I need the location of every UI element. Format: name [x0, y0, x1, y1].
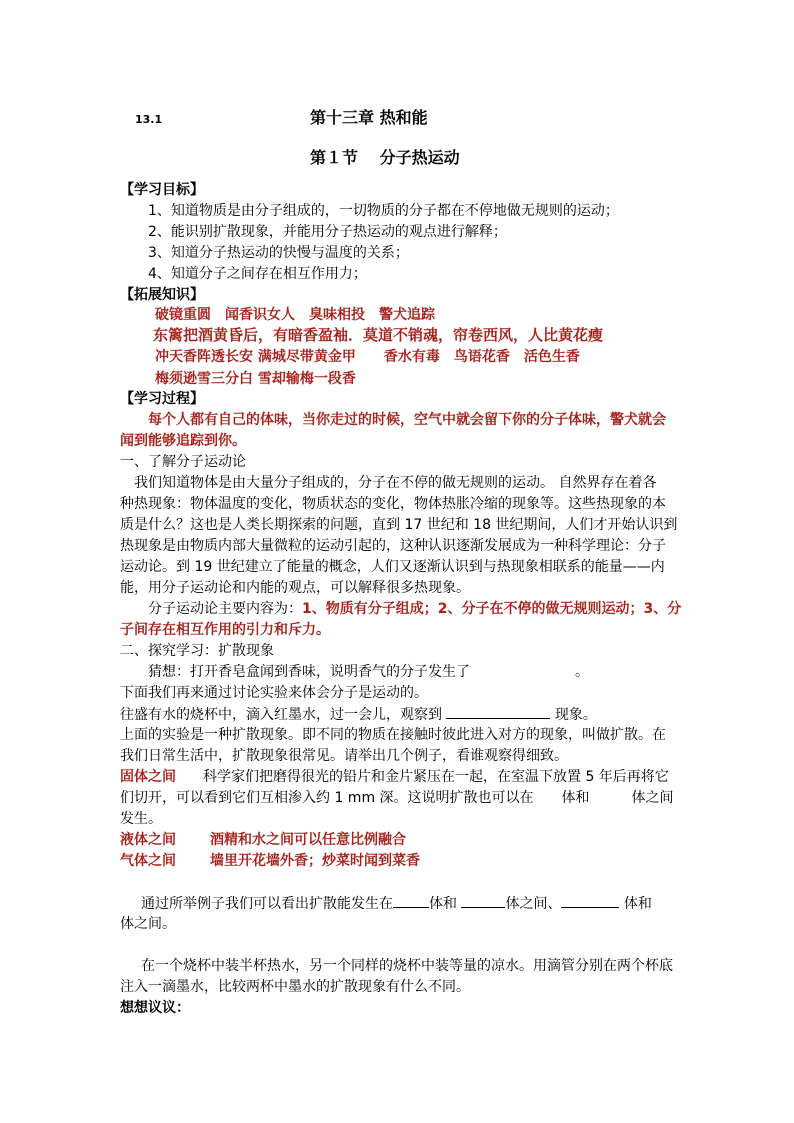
conclusion-blank	[561, 893, 619, 908]
goal-item: 2、能识别扩散现象，并能用分子热运动的观点进行解释；	[148, 224, 507, 240]
part1-line: 质是什么？这也是人类长期探索的问题，直到 17 世纪和 18 世纪期间，人们才开始认识到	[120, 517, 678, 533]
beaker-line: 在一个烧杯中装半杯热水，另一个同样的烧杯中装等量的凉水。用滴管分别在两个杯底	[141, 958, 673, 974]
process-heading: 【学习过程】	[120, 391, 204, 407]
solid-line	[120, 767, 669, 787]
goal-item: 1、知道物质是由分子组成的，一切物质的分子都在不停地做无规则的运动；	[148, 203, 619, 219]
liquid-line	[120, 830, 406, 850]
goal-item: 3、知道分子热运动的快慢与温度的关系；	[148, 245, 409, 261]
solid-line-end: 发生。	[120, 811, 162, 827]
theory-highlight: 1、物质有分子组成；2、分子在不停的做无规则运动；3、分	[302, 601, 682, 617]
conclusion-blank	[393, 893, 429, 908]
liquid-text: 酒精和水之间可以任意比例融合	[210, 832, 406, 848]
conclusion-text: 体和	[623, 896, 652, 912]
intro-line: 每个人都有自己的体味，当你走过的时候，空气中就会留下你的分子体味，警犬就会	[148, 412, 666, 428]
guess-end: 。	[575, 664, 589, 680]
guess-line	[148, 662, 589, 682]
conclusion-text: 体和	[429, 896, 457, 912]
conclusion-text: 通过所举例子我们可以看出扩散能发生在	[141, 896, 393, 912]
expand-line: 破镜重圆 闻香识女人 臭味相投 警犬追踪	[155, 307, 435, 323]
gas-label: 气体之间	[120, 853, 176, 869]
chapter-title: 第十三章 热和能	[310, 108, 428, 127]
conclusion-text: 体之间、	[505, 896, 562, 912]
guess-prefix: 猜想：打开香皂盒闻到香味，说明香气的分子发生了	[148, 664, 470, 680]
part2-title: 二、探究学习：扩散现象	[120, 643, 274, 659]
theory-highlight-cont: 子间存在相互作用的引力和斥力。	[120, 622, 330, 638]
part1-title: 一、了解分子运动论	[120, 454, 246, 470]
beaker-line: 注入一滴墨水，比较两杯中墨水的扩散现象有什么不同。	[120, 979, 470, 995]
diffusion-line: 上面的实验是一种扩散现象。即不同的物质在接触时彼此进入对方的现象，叫做扩散。在	[120, 727, 666, 743]
goals-heading: 【学习目标】	[120, 182, 204, 198]
discuss-label: 想想议议：	[120, 1000, 190, 1016]
part1-line: 种热现象：物体温度的变化，物质状态的变化，物体热胀冷缩的现象等。这些热现象的本	[120, 496, 666, 512]
experiment-line	[120, 704, 597, 725]
gas-text: 墙里开花墙外香；炒菜时闻到菜香	[210, 853, 420, 869]
goal-item: 4、知道分子之间存在相互作用力；	[148, 266, 367, 282]
conclusion-line	[141, 893, 652, 914]
gas-line	[120, 851, 420, 871]
solid-text: 科学家们把磨得很光的铅片和金片紧压在一起，在室温下放置 5 年后再将它	[203, 769, 669, 785]
part1-line: 我们知道物体是由大量分子组成的，分子在不停的做无规则的运动。 自然界存在着各	[134, 475, 657, 491]
diffusion-line: 我们日常生活中，扩散现象很常见。请举出几个例子，看谁观察得细致。	[120, 748, 568, 764]
experiment-prefix: 往盛有水的烧杯中，滴入红墨水，过一会儿，观察到	[120, 707, 442, 723]
expand-line: 梅须逊雪三分白 雪却输梅一段香	[155, 371, 356, 387]
part1-line: 能，用分子运动论和内能的观点，可以解释很多热现象。	[120, 580, 470, 596]
solid-line-cont: 们切开，可以看到它们互相渗入约 1 mm 深。这说明扩散也可以在 体和 体之间	[120, 790, 674, 806]
section-code: 13.1	[135, 113, 163, 126]
experiment-suffix: 现象。	[554, 707, 597, 723]
part1-line: 热现象是由物质内部大量微粒的运动引起的，这种认识逐渐发展成为一种科学理论：分子	[120, 538, 666, 554]
expand-line: 冲天香阵透长安 满城尽带黄金甲 香水有毒 鸟语花香 活色生香	[155, 349, 580, 365]
expand-heading: 【拓展知识】	[120, 287, 204, 303]
solid-label: 固体之间	[120, 769, 176, 785]
theory-line	[148, 599, 681, 619]
part1-line: 运动论。到 19 世纪建立了能量的概念，人们又逐渐认识到与热现象相联系的能量——内	[120, 559, 665, 575]
section-title: 第１节 分子热运动	[310, 148, 460, 167]
conclusion-line-end: 体之间。	[120, 916, 176, 932]
theory-prefix: 分子运动论主要内容为：	[148, 601, 302, 617]
experiment-intro: 下面我们再来通过讨论实验来体会分子是运动的。	[120, 685, 428, 701]
intro-line: 闻到能够追踪到你。	[120, 433, 246, 449]
expand-line: 东篱把酒黄昏后，有暗香盈袖．莫道不销魂，帘卷西风，人比黄花瘦	[153, 326, 604, 344]
experiment-blank	[446, 704, 550, 719]
conclusion-blank	[461, 893, 505, 908]
liquid-label: 液体之间	[120, 832, 176, 848]
